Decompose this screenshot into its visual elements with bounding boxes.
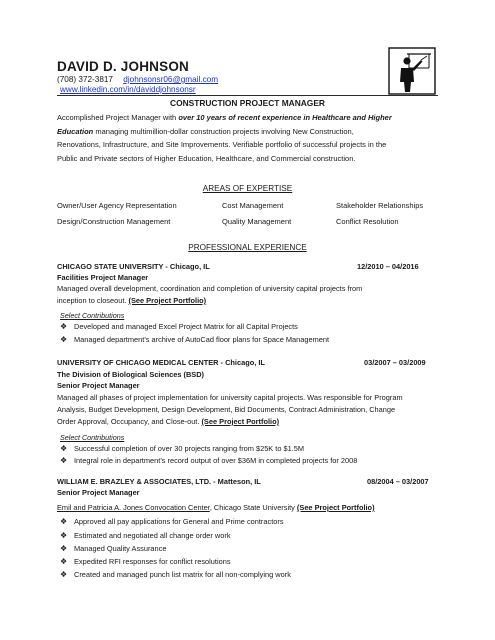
portfolio-link[interactable]: (See Project Portfolio) bbox=[296, 503, 375, 512]
expertise-item: Conflict Resolution bbox=[336, 217, 399, 226]
project-location: , Chicago State University bbox=[209, 503, 297, 512]
contact-line bbox=[57, 75, 218, 84]
contributions-label: Select Contributions bbox=[60, 311, 125, 320]
job-employer: UNIVERSITY OF CHICAGO MEDICAL CENTER - Chicago, IL bbox=[57, 358, 265, 367]
job-division: The Division of Biological Sciences (BSD) bbox=[57, 370, 205, 379]
summary-line: Public and Private sectors of Higher Education, Healthcare, and Commercial construction. bbox=[57, 153, 356, 163]
summary-emphasis: over 10 years of recent experience in Healthcare and Higher bbox=[178, 113, 392, 122]
list-item bbox=[60, 322, 298, 331]
job-project bbox=[57, 503, 375, 512]
job-description bbox=[57, 296, 206, 305]
job-dates: 08/2004 – 03/2007 bbox=[367, 477, 429, 486]
diamond-bullet-icon: ❖ bbox=[60, 456, 68, 465]
diamond-bullet-icon: ❖ bbox=[60, 570, 68, 579]
headline: CONSTRUCTION PROJECT MANAGER bbox=[170, 98, 325, 108]
project-name: Emil and Patricia A. Jones Convocation Center bbox=[57, 503, 210, 512]
job-employer: CHICAGO STATE UNIVERSITY - Chicago, IL bbox=[57, 262, 210, 271]
contributions-label: Select Contributions bbox=[60, 433, 125, 442]
list-item bbox=[60, 335, 329, 344]
diamond-bullet-icon: ❖ bbox=[60, 557, 68, 566]
job-role: Facilities Project Manager bbox=[57, 273, 149, 282]
job-role: Senior Project Manager bbox=[57, 488, 140, 497]
list-item bbox=[60, 544, 166, 553]
list-item-text: Integral role in department’s record output of over $36M in completed projects for 2008 bbox=[74, 456, 358, 465]
job-description: Analysis, Budget Development, Design Development, Bid Documents, Contract Administration, Change bbox=[57, 405, 396, 414]
expertise-item: Stakeholder Relationships bbox=[336, 201, 424, 210]
experience-title: PROFESSIONAL EXPERIENCE bbox=[188, 243, 307, 252]
diamond-bullet-icon: ❖ bbox=[60, 544, 68, 553]
expertise-title: AREAS OF EXPERTISE bbox=[202, 184, 293, 193]
list-item bbox=[60, 557, 231, 566]
portfolio-link[interactable]: (See Project Portfolio) bbox=[201, 417, 280, 426]
list-item bbox=[60, 570, 291, 579]
summary-emphasis: Education bbox=[57, 126, 94, 136]
list-item-text: Developed and managed Excel Project Matrix for all Capital Projects bbox=[74, 322, 298, 331]
diamond-bullet-icon: ❖ bbox=[60, 531, 68, 540]
job-description: Managed all phases of project implementation for university capital projects. Was responsible for Program bbox=[57, 393, 403, 402]
diamond-bullet-icon: ❖ bbox=[60, 444, 68, 453]
list-item-text: Expedited RFI responses for conflict resolutions bbox=[74, 557, 231, 566]
email-link[interactable]: djohnsonsr06@gmail.com bbox=[123, 75, 219, 84]
job-description: Managed overall development, coordination and completion of university capital projects from bbox=[57, 284, 363, 293]
job-description-text: inception to closeout. bbox=[57, 296, 129, 305]
diamond-bullet-icon: ❖ bbox=[60, 322, 68, 331]
summary-line: Renovations, Infrastructure, and Site Improvements. Verifiable portfolio of successful projects in the bbox=[57, 140, 387, 150]
header-divider bbox=[57, 95, 438, 96]
summary-paragraph bbox=[57, 111, 442, 165]
diamond-bullet-icon: ❖ bbox=[60, 517, 68, 526]
list-item-text: Estimated and negotiated all change order work bbox=[74, 531, 231, 540]
expertise-item: Quality Management bbox=[222, 217, 292, 226]
job-dates: 12/2010 – 04/2016 bbox=[357, 262, 419, 271]
summary-line bbox=[57, 111, 442, 125]
job-dates: 03/2007 – 03/2009 bbox=[364, 358, 426, 367]
job-description bbox=[57, 417, 279, 426]
construction-manager-logo-icon bbox=[387, 46, 437, 96]
expertise-item: Design/Construction Management bbox=[57, 217, 171, 226]
job-employer: WILLIAM E. BRAZLEY & ASSOCIATES, LTD. - Matteson, IL bbox=[57, 477, 261, 486]
candidate-name: DAVID D. JOHNSON bbox=[57, 59, 189, 74]
linkedin-link[interactable]: www.linkedin.com/in/daviddjohnsonsr bbox=[60, 85, 196, 94]
list-item bbox=[60, 444, 304, 453]
diamond-bullet-icon: ❖ bbox=[60, 335, 68, 344]
summary-text: managing multimillion-dollar construction projects involving New Construction, bbox=[93, 126, 354, 136]
list-item bbox=[60, 531, 231, 540]
summary-line bbox=[57, 125, 442, 139]
phone-number: (708) 372-3817 bbox=[57, 75, 113, 84]
list-item-text: Managed Quality Assurance bbox=[74, 544, 167, 553]
expertise-item: Cost Management bbox=[222, 201, 284, 210]
expertise-item: Owner/User Agency Representation bbox=[57, 201, 177, 210]
list-item-text: Managed department’s archive of AutoCad floor plans for Space Management bbox=[74, 335, 329, 344]
list-item-text: Approved all pay applications for General and Prime contractors bbox=[74, 517, 284, 526]
list-item-text: Created and managed punch list matrix for all non-complying work bbox=[74, 570, 291, 579]
job-role: Senior Project Manager bbox=[57, 381, 140, 390]
list-item bbox=[60, 517, 284, 526]
job-description-text: Order Approval, Occupancy, and Close-out. bbox=[57, 417, 202, 426]
portfolio-link[interactable]: (See Project Portfolio) bbox=[128, 296, 207, 305]
list-item-text: Successful completion of over 30 projects ranging from $25K to $1.5M bbox=[74, 444, 305, 453]
summary-text: Accomplished Project Manager with bbox=[57, 113, 179, 122]
list-item bbox=[60, 456, 357, 465]
